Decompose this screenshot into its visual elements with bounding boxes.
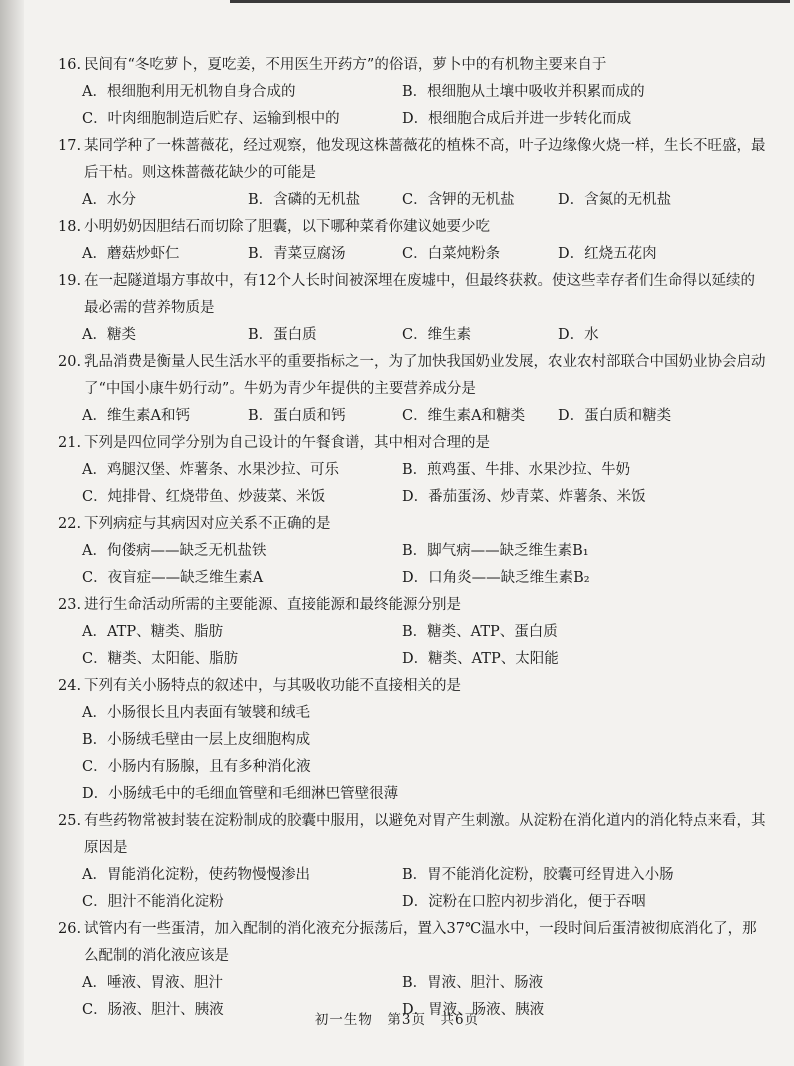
option-b: B．蛋白质 bbox=[248, 327, 317, 343]
option-a: A．糖类 bbox=[82, 327, 136, 343]
option-d: D．蛋白质和糖类 bbox=[558, 408, 672, 424]
question-number: 17. bbox=[58, 138, 82, 154]
option-list bbox=[58, 700, 768, 808]
question-stem bbox=[58, 673, 768, 700]
top-border-line bbox=[230, 0, 790, 3]
question-text: 有些药物常被封装在淀粉制成的胶囊中服用，以避免对胃产生刺激。从淀粉在消化道内的消化特点来看，其原因是 bbox=[84, 813, 766, 856]
option-d: D．淀粉在口腔内初步消化，便于吞咽 bbox=[402, 894, 646, 910]
option-d: D．含氮的无机盐 bbox=[558, 192, 672, 208]
question-19 bbox=[58, 268, 768, 349]
option-a: A．小肠很长且内表面有皱襞和绒毛 bbox=[82, 705, 310, 721]
question-number: 23. bbox=[58, 597, 82, 613]
question-text: 小明奶奶因胆结石而切除了胆囊，以下哪种菜肴你建议她要少吃 bbox=[84, 219, 490, 235]
option-d: D．胃液、肠液、胰液 bbox=[402, 1002, 545, 1018]
option-a: A．唾液、胃液、胆汁 bbox=[82, 975, 223, 991]
question-text: 民间有“冬吃萝卜，夏吃姜，不用医生开药方”的俗语，萝卜中的有机物主要来自于 bbox=[84, 57, 607, 73]
option-b: B．小肠绒毛壁由一层上皮细胞构成 bbox=[82, 732, 311, 748]
question-number: 21. bbox=[58, 435, 82, 451]
question-text: 试管内有一些蛋清，加入配制的消化液充分振荡后，置入37℃温水中，一段时间后蛋清被彻底消化了，那么配制的消化液应该是 bbox=[84, 921, 757, 964]
option-a: A．ATP、糖类、脂肪 bbox=[82, 624, 224, 640]
option-b: B．胃不能消化淀粉，胶囊可经胃进入小肠 bbox=[402, 867, 674, 883]
option-d: D．口角炎——缺乏维生素B₂ bbox=[402, 570, 590, 586]
option-list bbox=[58, 241, 768, 268]
option-c: C．肠液、胆汁、胰液 bbox=[82, 1002, 224, 1018]
question-number: 20. bbox=[58, 354, 82, 370]
page-footer bbox=[0, 1008, 794, 1028]
option-c: C．小肠内有肠腺，且有多种消化液 bbox=[82, 759, 311, 775]
page-edge-shadow bbox=[0, 0, 24, 1066]
option-a: A．胃能消化淀粉，使药物慢慢渗出 bbox=[82, 867, 310, 883]
option-a: A．根细胞利用无机物自身合成的 bbox=[82, 84, 296, 100]
option-c: C．糖类、太阳能、脂肪 bbox=[82, 651, 239, 667]
question-16 bbox=[58, 52, 768, 133]
question-23 bbox=[58, 592, 768, 673]
question-21 bbox=[58, 430, 768, 511]
question-stem bbox=[58, 511, 768, 538]
option-c: C．含钾的无机盐 bbox=[402, 192, 515, 208]
question-number: 22. bbox=[58, 516, 82, 532]
option-b: B．蛋白质和钙 bbox=[248, 408, 346, 424]
question-text: 在一起隧道塌方事故中，有12个人长时间被深埋在废墟中，但最终获救。使这些幸存者们生命得以延续的最必需的营养物质是 bbox=[84, 273, 755, 316]
question-number: 19. bbox=[58, 273, 82, 289]
question-22 bbox=[58, 511, 768, 592]
option-c: C．炖排骨、红烧带鱼、炒菠菜、米饭 bbox=[82, 489, 326, 505]
option-c: C．叶肉细胞制造后贮存、运输到根中的 bbox=[82, 111, 340, 127]
question-stem bbox=[58, 214, 768, 241]
option-d: D．糖类、ATP、太阳能 bbox=[402, 651, 559, 667]
option-d: D．水 bbox=[558, 327, 599, 343]
option-list bbox=[58, 619, 768, 673]
option-list bbox=[58, 538, 768, 592]
question-20 bbox=[58, 349, 768, 430]
option-list bbox=[58, 862, 768, 916]
option-b: B．糖类、ATP、蛋白质 bbox=[402, 624, 558, 640]
option-d: D．番茄蛋汤、炒青菜、炸薯条、米饭 bbox=[402, 489, 646, 505]
question-text: 下列是四位同学分别为自己设计的午餐食谱，其中相对合理的是 bbox=[84, 435, 490, 451]
question-25 bbox=[58, 808, 768, 916]
option-b: B．脚气病——缺乏维生素B₁ bbox=[402, 543, 589, 559]
question-sheet bbox=[58, 52, 768, 1024]
option-c: C．维生素A和糖类 bbox=[402, 408, 526, 424]
option-a: A．维生素A和钙 bbox=[82, 408, 190, 424]
option-d: D．红烧五花肉 bbox=[558, 246, 657, 262]
question-text: 下列有关小肠特点的叙述中，与其吸收功能不直接相关的是 bbox=[84, 678, 461, 694]
question-text: 进行生命活动所需的主要能源、直接能源和最终能源分别是 bbox=[84, 597, 461, 613]
option-a: A．水分 bbox=[82, 192, 136, 208]
option-a: A．蘑菇炒虾仁 bbox=[82, 246, 180, 262]
option-list bbox=[58, 403, 768, 430]
question-number: 18. bbox=[58, 219, 82, 235]
option-b: B．含磷的无机盐 bbox=[248, 192, 361, 208]
question-stem bbox=[58, 349, 768, 403]
option-d: D．根细胞合成后并进一步转化而成 bbox=[402, 111, 632, 127]
option-a: A．佝偻病——缺乏无机盐铁 bbox=[82, 543, 267, 559]
question-text: 下列病症与其病因对应关系不正确的是 bbox=[84, 516, 331, 532]
question-stem bbox=[58, 592, 768, 619]
question-number: 16. bbox=[58, 57, 82, 73]
option-list bbox=[58, 322, 768, 349]
option-list bbox=[58, 187, 768, 214]
question-18 bbox=[58, 214, 768, 268]
question-number: 24. bbox=[58, 678, 82, 694]
question-stem bbox=[58, 808, 768, 862]
question-24 bbox=[58, 673, 768, 808]
option-c: C．维生素 bbox=[402, 327, 472, 343]
option-b: B．根细胞从土壤中吸收并积累而成的 bbox=[402, 84, 645, 100]
option-c: C．胆汁不能消化淀粉 bbox=[82, 894, 224, 910]
footer-text: 初一生物 第3页 共6页 bbox=[314, 1012, 480, 1028]
question-17 bbox=[58, 133, 768, 214]
question-stem bbox=[58, 430, 768, 457]
option-list bbox=[58, 79, 768, 133]
question-stem bbox=[58, 916, 768, 970]
option-list bbox=[58, 457, 768, 511]
question-number: 25. bbox=[58, 813, 82, 829]
question-stem bbox=[58, 52, 768, 79]
option-d: D．小肠绒毛中的毛细血管壁和毛细淋巴管壁很薄 bbox=[82, 786, 399, 802]
question-number: 26. bbox=[58, 921, 82, 937]
option-b: B．煎鸡蛋、牛排、水果沙拉、牛奶 bbox=[402, 462, 631, 478]
question-stem bbox=[58, 268, 768, 322]
option-a: A．鸡腿汉堡、炸薯条、水果沙拉、可乐 bbox=[82, 462, 339, 478]
question-stem bbox=[58, 133, 768, 187]
option-c: C．白菜炖粉条 bbox=[402, 246, 501, 262]
option-b: B．胃液、胆汁、肠液 bbox=[402, 975, 544, 991]
question-text: 乳品消费是衡量人民生活水平的重要指标之一，为了加快我国奶业发展，农业农村部联合中国奶业协会启动了“中国小康牛奶行动”。牛奶为青少年提供的主要营养成分是 bbox=[84, 354, 766, 397]
option-b: B．青菜豆腐汤 bbox=[248, 246, 346, 262]
option-c: C．夜盲症——缺乏维生素A bbox=[82, 570, 264, 586]
question-text: 某同学种了一株蔷薇花，经过观察，他发现这株蔷薇花的植株不高，叶子边缘像火烧一样，生长不旺盛，最后干枯。则这株蔷薇花缺少的可能是 bbox=[84, 138, 766, 181]
